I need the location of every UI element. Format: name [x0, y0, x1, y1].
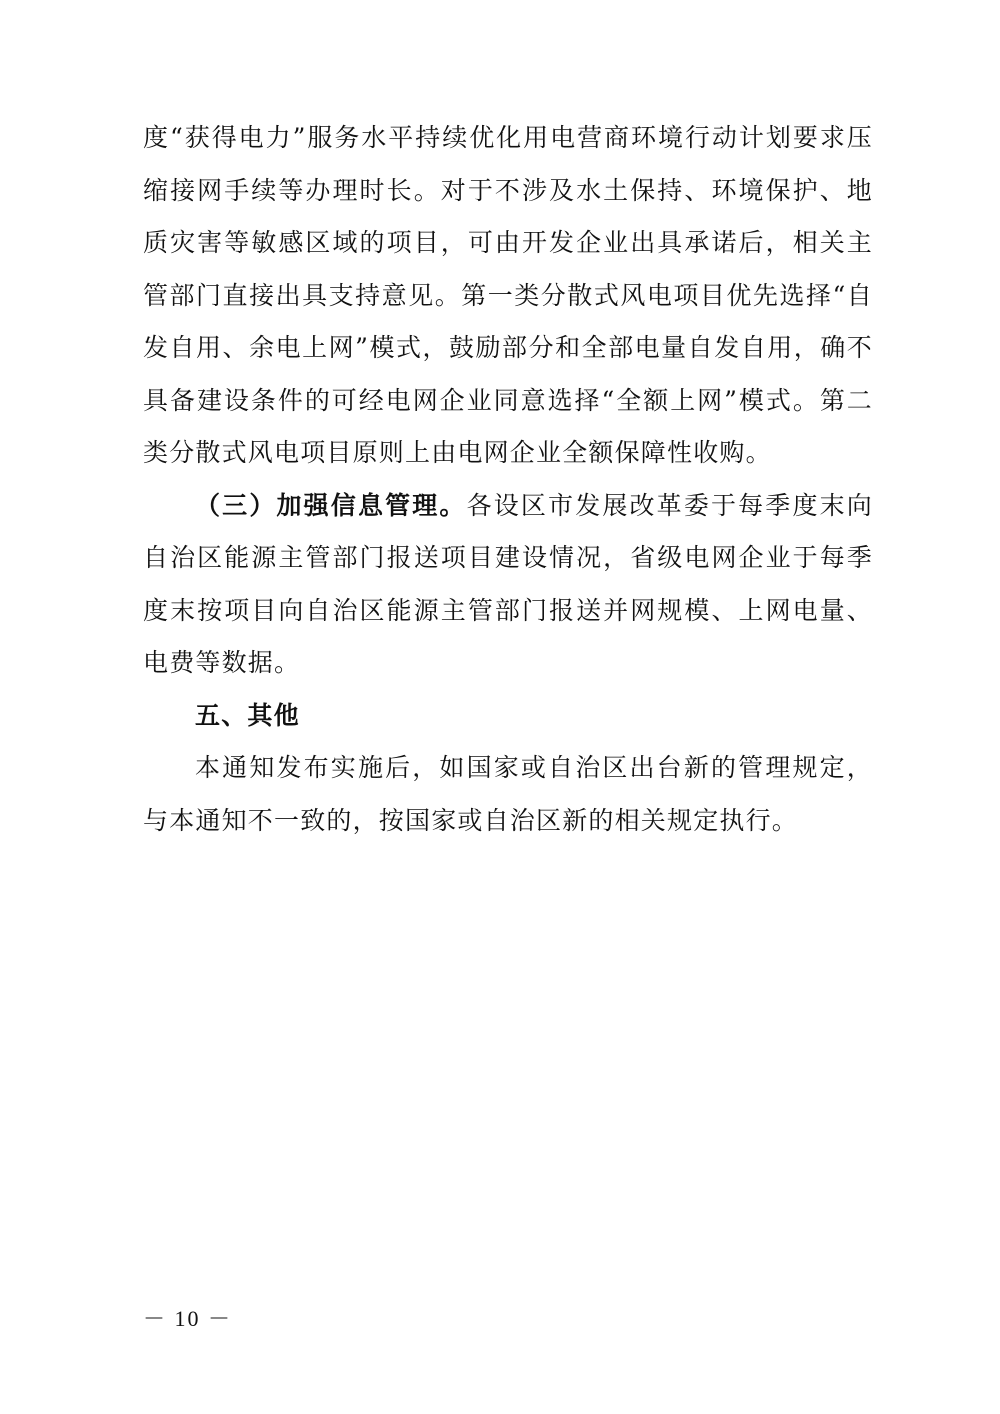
- paragraph-text: 各设区市发展改革委于每季度末向自治区能源主管部门报送项目建设情况，省级电网企业于每季度末按项目向自治区能源主管部门报送并网规模、上网电量、电费等数据。: [143, 490, 873, 677]
- document-body: [143, 112, 873, 847]
- paragraph-continuation: [143, 112, 873, 480]
- paragraph-lead-heading: （三）加强信息管理。: [195, 490, 467, 520]
- paragraph-text: 度“获得电力”服务水平持续优化用电营商环境行动计划要求压缩接网手续等办理时长。对于不涉及水土保持、环境保护、地质灾害等敏感区域的项目，可由开发企业出具承诺后，相关主管部门直接出具支持意见。第一类分散式风电项目优先选择“自发自用、余电上网”模式，鼓励部分和全部电量自发自用，确不具备建设条件的可经电网企业同意选择“全额上网”模式。第二类分散式风电项目原则上由电网企业全额保障性收购。: [143, 123, 873, 467]
- page-number: － 10 －: [143, 1306, 233, 1331]
- paragraph-text: 本通知发布实施后，如国家或自治区出台新的管理规定，与本通知不一致的，按国家或自治区新的相关规定执行。: [143, 753, 873, 835]
- section-heading-other: 五、其他: [195, 700, 300, 730]
- paragraph-information-management: [143, 480, 873, 690]
- paragraph-closing: [143, 742, 873, 847]
